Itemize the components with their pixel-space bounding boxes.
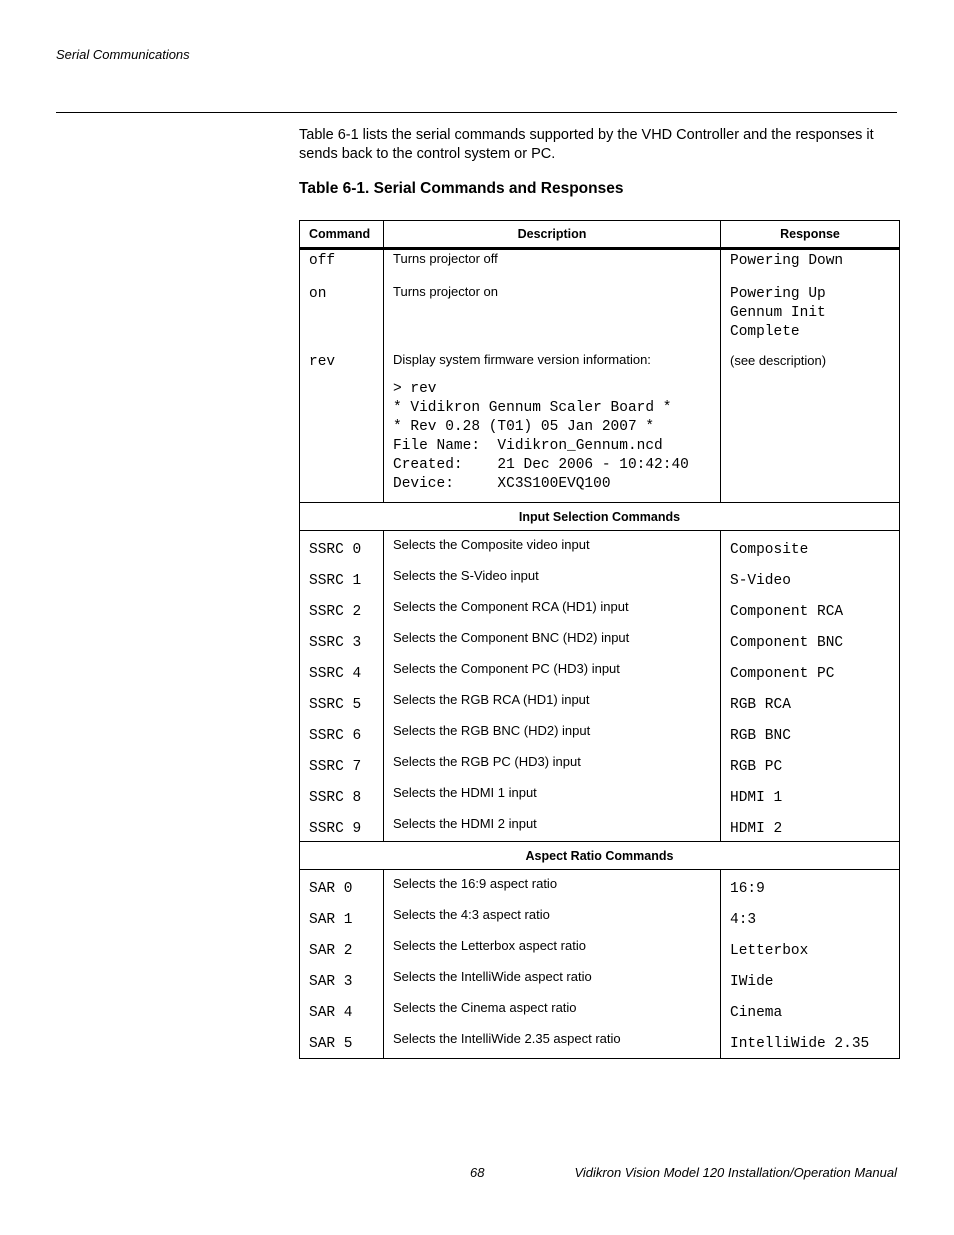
table-row: 4:3 <box>730 912 757 928</box>
input-commands-block <box>300 531 900 842</box>
table-row: RGB PC <box>730 759 783 775</box>
table-row: Selects the RGB RCA (HD1) input <box>393 692 590 707</box>
table-row: SAR 1 <box>309 912 353 928</box>
rev-output-line: Device: XC3S100EVQ100 <box>393 476 611 492</box>
rev-output-line: > rev <box>393 381 437 397</box>
command-off: off <box>309 253 336 269</box>
column-header-command: Command <box>300 221 384 249</box>
basic-response-cell <box>721 249 900 503</box>
basic-command-cell <box>300 249 384 503</box>
table-row: IWide <box>730 974 774 990</box>
table-row: Selects the Component RCA (HD1) input <box>393 599 629 614</box>
header-rule <box>56 112 897 113</box>
table-row: Selects the Composite video input <box>393 537 590 552</box>
table-row: SSRC 3 <box>309 635 362 651</box>
rev-output-line: Created: 21 Dec 2006 - 10:42:40 <box>393 457 689 473</box>
table-row: Selects the Letterbox aspect ratio <box>393 938 586 953</box>
table-row: SSRC 6 <box>309 728 362 744</box>
response-on-line: Powering Up <box>730 286 826 302</box>
table-row: Component RCA <box>730 604 844 620</box>
table-row: SAR 2 <box>309 943 353 959</box>
intro-paragraph: Table 6-1 lists the serial commands supported by the VHD Controller and the responses it sends back to the control system or PC. <box>299 127 874 162</box>
aspect-commands-block <box>300 870 900 1059</box>
input-description-cell <box>384 531 721 842</box>
command-rev: rev <box>309 354 336 370</box>
table-row: S-Video <box>730 573 791 589</box>
table-row: Component BNC <box>730 635 844 651</box>
table-row: Selects the 16:9 aspect ratio <box>393 876 558 891</box>
table-row: HDMI 2 <box>730 821 783 837</box>
table-row: Component PC <box>730 666 835 682</box>
rev-output-line: * Vidikron Gennum Scaler Board * <box>393 400 672 416</box>
table-row: SSRC 2 <box>309 604 362 620</box>
table-header-row <box>300 221 900 249</box>
command-on: on <box>309 286 327 302</box>
table-row: SAR 5 <box>309 1036 353 1052</box>
table-row: SAR 4 <box>309 1005 353 1021</box>
description-rev: Display system firmware version information: <box>393 352 651 367</box>
manual-title: Vidikron Vision Model 120 Installation/Operation Manual <box>574 1165 897 1180</box>
table-row: Selects the IntelliWide 2.35 aspect ratio <box>393 1031 621 1046</box>
table-row: Selects the IntelliWide aspect ratio <box>393 969 592 984</box>
page-number: 68 <box>470 1165 485 1180</box>
column-header-response: Response <box>721 221 900 249</box>
table-row: SSRC 1 <box>309 573 362 589</box>
table-row: SSRC 5 <box>309 697 362 713</box>
table-row: SAR 3 <box>309 974 353 990</box>
table-row: Selects the RGB BNC (HD2) input <box>393 723 591 738</box>
aspect-response-cell <box>721 870 900 1059</box>
table-row: HDMI 1 <box>730 790 783 806</box>
response-off: Powering Down <box>730 253 844 269</box>
serial-commands-table <box>299 220 900 1059</box>
aspect-description-cell <box>384 870 721 1059</box>
group-title: Aspect Ratio Commands <box>300 842 900 870</box>
table-row: SSRC 7 <box>309 759 362 775</box>
table-row: SSRC 8 <box>309 790 362 806</box>
table-row: Selects the RGB PC (HD3) input <box>393 754 581 769</box>
table-row: Selects the Component PC (HD3) input <box>393 661 620 676</box>
table-row: SSRC 0 <box>309 542 362 558</box>
table-row: Selects the HDMI 1 input <box>393 785 537 800</box>
table-row: Selects the HDMI 2 input <box>393 816 537 831</box>
table-row: SSRC 4 <box>309 666 362 682</box>
table-row: Selects the Cinema aspect ratio <box>393 1000 577 1015</box>
response-rev: (see description) <box>730 353 827 368</box>
group-header-aspect-ratio <box>300 842 900 870</box>
table-row: Selects the 4:3 aspect ratio <box>393 907 550 922</box>
response-on-line: Complete <box>730 324 800 340</box>
table-row: SSRC 9 <box>309 821 362 837</box>
table-row: Composite <box>730 542 809 558</box>
basic-commands-block <box>300 249 900 503</box>
table-row: RGB BNC <box>730 728 791 744</box>
rev-output-line: * Rev 0.28 (T01) 05 Jan 2007 * <box>393 419 655 435</box>
response-on-line: Gennum Init <box>730 305 826 321</box>
table-row: IntelliWide 2.35 <box>730 1036 870 1052</box>
table-title: Table 6-1. Serial Commands and Responses <box>299 180 624 197</box>
section-header: Serial Communications <box>56 47 190 62</box>
table-row: RGB RCA <box>730 697 791 713</box>
description-off: Turns projector off <box>393 251 498 266</box>
table-row: Selects the S-Video input <box>393 568 539 583</box>
basic-description-cell <box>384 249 721 503</box>
description-on: Turns projector on <box>393 284 499 299</box>
table-row: Cinema <box>730 1005 783 1021</box>
table-row: 16:9 <box>730 881 765 897</box>
group-header-input-selection <box>300 503 900 531</box>
table-row: Letterbox <box>730 943 809 959</box>
input-response-cell <box>721 531 900 842</box>
table-row: Selects the Component BNC (HD2) input <box>393 630 630 645</box>
column-header-description: Description <box>384 221 721 249</box>
rev-output-line: File Name: Vidikron_Gennum.ncd <box>393 438 663 454</box>
input-command-cell <box>300 531 384 842</box>
group-title: Input Selection Commands <box>300 503 900 531</box>
aspect-command-cell <box>300 870 384 1059</box>
table-row: SAR 0 <box>309 881 353 897</box>
